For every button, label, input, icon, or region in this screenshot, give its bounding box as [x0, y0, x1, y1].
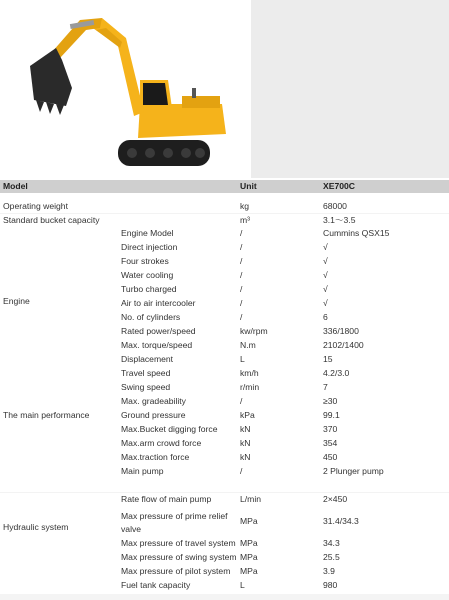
row-value: 2 Plunger pump — [323, 466, 384, 476]
row-item: Max pressure of pilot system — [121, 566, 231, 576]
row-value: 6 — [323, 312, 328, 322]
row-value: 99.1 — [323, 410, 340, 420]
row-item: Turbo charged — [121, 284, 177, 294]
row-value: √ — [323, 270, 328, 280]
gray-background-panel — [251, 0, 449, 178]
row-divider — [0, 492, 449, 493]
row-value: 450 — [323, 452, 338, 462]
row-value: 2×450 — [323, 494, 348, 504]
row-unit: kN — [240, 438, 251, 448]
row-unit: N.m — [240, 340, 256, 350]
row-item: Air to air intercooler — [121, 298, 196, 308]
row-unit: L — [240, 580, 245, 590]
row-category: The main performance — [3, 410, 90, 420]
row-item: Travel speed — [121, 368, 171, 378]
row-unit: MPa — [240, 552, 258, 562]
row-unit: / — [240, 466, 243, 476]
header-value: XE700C — [323, 181, 356, 191]
row-unit: L — [240, 354, 245, 364]
row-value: 7 — [323, 382, 328, 392]
row-value: √ — [323, 284, 328, 294]
row-unit: MPa — [240, 566, 258, 576]
row-unit: / — [240, 256, 243, 266]
excavator-boom — [90, 18, 144, 116]
row-item: Displacement — [121, 354, 174, 364]
row-item: Swing speed — [121, 382, 171, 392]
row-value: 370 — [323, 424, 338, 434]
row-item: Max.Bucket digging force — [121, 424, 218, 434]
row-item: Max pressure of swing system — [121, 552, 237, 562]
row-item: Rated power/speed — [121, 326, 196, 336]
row-value: 25.5 — [323, 552, 340, 562]
row-value: Cummins QSX15 — [323, 228, 390, 238]
excavator-image — [22, 8, 232, 173]
row-value: √ — [323, 242, 328, 252]
row-item: Max pressure of prime relief valve — [121, 511, 228, 534]
row-category: Operating weight — [3, 201, 68, 211]
row-unit: / — [240, 312, 243, 322]
row-item: Max. gradeability — [121, 396, 186, 406]
row-item: Main pump — [121, 466, 164, 476]
row-item: No. of cylinders — [121, 312, 181, 322]
row-unit: / — [240, 284, 243, 294]
row-item: Max. torque/speed — [121, 340, 193, 350]
row-category: Hydraulic system — [3, 522, 69, 532]
row-value: √ — [323, 298, 328, 308]
row-value: 354 — [323, 438, 338, 448]
row-item: Max.traction force — [121, 452, 190, 462]
row-category: Standard bucket capacity — [3, 215, 100, 225]
row-unit: MPa — [240, 516, 258, 526]
row-item: Ground pressure — [121, 410, 186, 420]
row-unit: m³ — [240, 215, 251, 225]
header-model: Model — [3, 181, 28, 191]
row-value: 4.2/3.0 — [323, 368, 350, 378]
row-unit: / — [240, 298, 243, 308]
row-unit: kN — [240, 424, 251, 434]
row-unit: km/h — [240, 368, 259, 378]
row-value: 336/1800 — [323, 326, 359, 336]
row-unit: / — [240, 270, 243, 280]
row-value: 68000 — [323, 201, 347, 211]
row-unit: / — [240, 396, 243, 406]
row-item: Max pressure of travel system — [121, 538, 236, 548]
row-unit: L/min — [240, 494, 262, 504]
row-value: 31.4/34.3 — [323, 516, 359, 526]
row-value: 3.1～3.5 — [323, 215, 356, 225]
row-item: Water cooling — [121, 270, 174, 280]
row-value: 980 — [323, 580, 338, 590]
row-value: √ — [323, 256, 328, 266]
row-item: Fuel tank capacity — [121, 580, 191, 590]
table-body — [0, 180, 449, 600]
row-unit: / — [240, 242, 243, 252]
header-unit: Unit — [240, 181, 257, 191]
row-item: Max.arm crowd force — [121, 438, 202, 448]
row-unit: kPa — [240, 410, 255, 420]
row-unit: r/min — [240, 382, 260, 392]
row-unit: / — [240, 228, 243, 238]
bottom-bar — [0, 594, 449, 600]
row-item: Four strokes — [121, 256, 169, 266]
row-value: 2102/1400 — [323, 340, 364, 350]
row-item: Engine Model — [121, 228, 174, 238]
row-value: 3.9 — [323, 566, 335, 576]
row-item: Rate flow of main pump — [121, 494, 212, 504]
row-unit: kw/rpm — [240, 326, 268, 336]
row-unit: kg — [240, 201, 250, 211]
row-divider — [0, 213, 449, 214]
excavator-bucket — [30, 48, 72, 106]
row-unit: MPa — [240, 538, 258, 548]
row-value: 15 — [323, 354, 333, 364]
row-value: ≥30 — [323, 396, 338, 406]
row-unit: kN — [240, 452, 251, 462]
row-item: Direct injection — [121, 242, 178, 252]
row-value: 34.3 — [323, 538, 340, 548]
excavator-body — [138, 104, 226, 138]
row-category: Engine — [3, 296, 30, 306]
product-photo-panel — [0, 0, 251, 178]
